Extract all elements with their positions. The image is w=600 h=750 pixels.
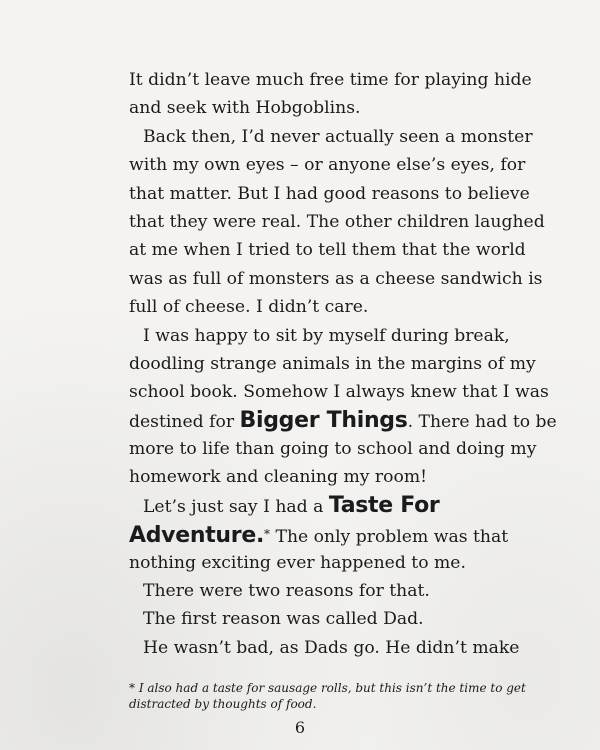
text-run: destined for — [129, 411, 240, 432]
text-line: Back then, I’d never actually seen a monster — [143, 126, 533, 147]
text-line: I was happy to sit by myself during break, — [143, 325, 510, 346]
emphasis-taste-for: Taste For — [328, 492, 440, 518]
text-line — [129, 520, 509, 549]
text-line: full of cheese. I didn’t care. — [129, 297, 369, 318]
emphasis-bigger-things: Bigger Things — [239, 407, 408, 433]
page-number: 6 — [294, 718, 306, 737]
text-line — [129, 407, 557, 435]
text-run: The only problem was that — [270, 527, 509, 548]
emphasis-adventure: Adventure. — [129, 523, 265, 549]
text-line: There were two reasons for that. — [143, 581, 430, 602]
footnote-line: distracted by thoughts of food. — [129, 697, 317, 711]
text-line: He wasn’t bad, as Dads go. He didn’t make — [143, 637, 520, 658]
text-run: . There had to be — [407, 411, 557, 432]
text-line: nothing exciting ever happened to me. — [129, 552, 466, 573]
text-line: It didn’t leave much free time for playing hide — [129, 70, 532, 90]
text-line: homework and cleaning my room! — [129, 467, 428, 488]
text-line: that matter. But I had good reasons to believe — [129, 183, 530, 204]
footnote — [129, 680, 526, 712]
text-line: school book. Somehow I always knew that I was — [129, 382, 549, 403]
footnote-line: * I also had a taste for sausage rolls, but this isn’t the time to get — [129, 681, 526, 695]
footnote-marker: * — [264, 527, 271, 542]
text-line: was as full of monsters as a cheese sandwich is — [129, 268, 543, 289]
text-line: with my own eyes – or anyone else’s eyes, for — [129, 155, 526, 176]
text-line: at me when I tried to tell them that the world — [129, 240, 526, 261]
text-line: and seek with Hobgoblins. — [129, 98, 361, 119]
text-line: The first reason was called Dad. — [143, 609, 424, 630]
text-line: that they were real. The other children laughed — [129, 211, 545, 232]
text-line — [129, 492, 489, 520]
text-run: Let’s just say I had a — [143, 496, 329, 517]
text-line: doodling strange animals in the margins of my — [129, 353, 536, 374]
body-text — [129, 66, 557, 662]
text-line: more to life than going to school and doing my — [129, 439, 537, 460]
